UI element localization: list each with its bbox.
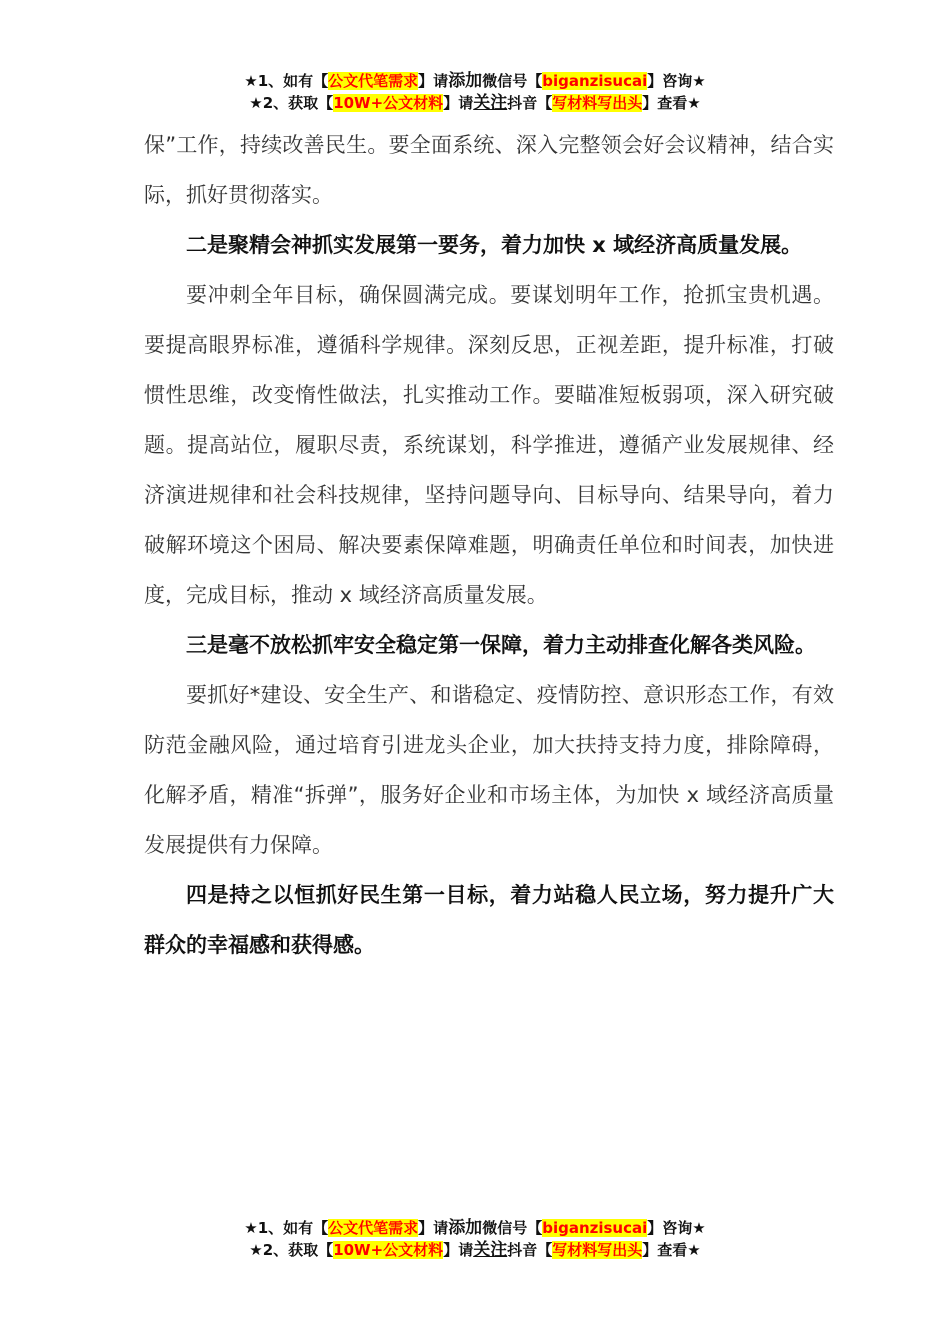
banner-highlight: 写材料写出头 — [552, 1241, 643, 1259]
banner-text: 】咨询★ — [647, 72, 706, 90]
banner-highlight: biganzisucai — [542, 1219, 648, 1237]
banner-text: 】请 — [443, 94, 474, 112]
banner-emphasis: 关注 — [473, 1240, 508, 1260]
banner-line-2 — [0, 92, 950, 114]
banner-line-1 — [0, 1217, 950, 1239]
banner-highlight: 10W+公文材料 — [333, 94, 444, 112]
banner-text: 微信号【 — [482, 72, 543, 90]
footer-banner — [0, 1217, 950, 1261]
document-body — [144, 120, 834, 970]
banner-line-1 — [0, 70, 950, 92]
banner-text: 】请 — [418, 72, 449, 90]
banner-text: ★1、如有【 — [244, 1219, 329, 1237]
banner-text: 抖音【 — [507, 1241, 553, 1259]
banner-highlight: 公文代笔需求 — [328, 72, 419, 90]
paragraph: 要冲刺全年目标，确保圆满完成。要谋划明年工作，抢抓宝贵机遇。要提高眼界标准，遵循科学规律。深刻反思，正视差距，提升标准，打破惯性思维，改变惰性做法，扎实推动工作。要瞄准短板弱项，深入研究破题。提高站位，履职尽责，系统谋划，科学推进，遵循产业发展规律、经济演进规律和社会科技规律，坚持问题导向、目标导向、结果导向，着力破解环境这个困局、解决要素保障难题，明确责任单位和时间表，加快进度，完成目标，推动 x 域经济高质量发展。 — [144, 283, 834, 607]
banner-highlight: 公文代笔需求 — [328, 1219, 419, 1237]
banner-text: 】查看★ — [642, 94, 701, 112]
header-banner — [0, 70, 950, 114]
section-heading: 二是聚精会神抓实发展第一要务，着力加快 x 域经济高质量发展。 — [186, 233, 803, 257]
banner-text: 抖音【 — [507, 94, 553, 112]
banner-text: 】咨询★ — [647, 1219, 706, 1237]
banner-text: 微信号【 — [482, 1219, 543, 1237]
banner-highlight: biganzisucai — [542, 72, 648, 90]
section-heading: 四是持之以恒抓好民生第一目标，着力站稳人民立场，努力提升广大群众的幸福感和获得感。 — [144, 883, 834, 957]
banner-emphasis: 关注 — [473, 93, 508, 113]
paragraph: 要抓好*建设、安全生产、和谐稳定、疫情防控、意识形态工作，有效防范金融风险，通过培育引进龙头企业，加大扶持支持力度，排除障碍，化解矛盾，精准“拆弹”，服务好企业和市场主体，为加快 x 域经济高质量发展提供有力保障。 — [144, 683, 834, 857]
banner-text: ★2、获取【 — [249, 1241, 334, 1259]
section-heading: 三是毫不放松抓牢安全稳定第一保障，着力主动排查化解各类风险。 — [186, 633, 816, 657]
banner-text: 】查看★ — [642, 1241, 701, 1259]
banner-highlight: 写材料写出头 — [552, 94, 643, 112]
banner-text: 】请 — [443, 1241, 474, 1259]
banner-highlight: 10W+公文材料 — [333, 1241, 444, 1259]
banner-emphasis: 添加 — [448, 71, 483, 91]
banner-text: ★1、如有【 — [244, 72, 329, 90]
banner-emphasis: 添加 — [448, 1218, 483, 1238]
banner-line-2 — [0, 1239, 950, 1261]
banner-text: ★2、获取【 — [249, 94, 334, 112]
paragraph: 保”工作，持续改善民生。要全面系统、深入完整领会好会议精神，结合实际，抓好贯彻落实。 — [144, 133, 834, 207]
banner-text: 】请 — [418, 1219, 449, 1237]
